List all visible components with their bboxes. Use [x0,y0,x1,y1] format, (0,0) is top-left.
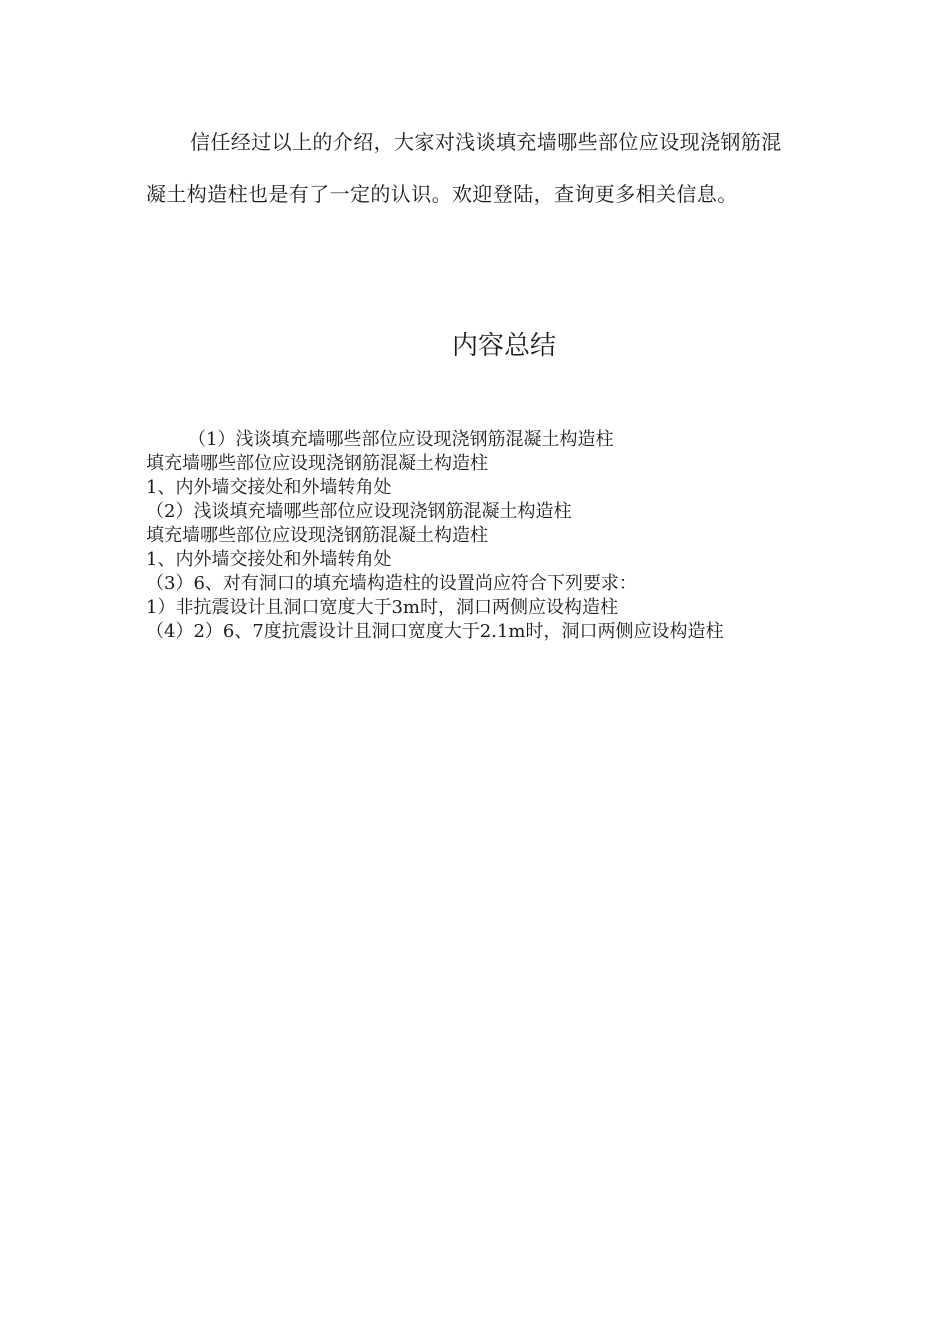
section-title: 内容总结 [451,331,556,361]
summary-line: 1、内外墙交接处和外墙转角处 [146,549,392,570]
summary-line: （2）浅谈填充墙哪些部位应设现浇钢筋混凝土构造柱 [146,501,572,522]
summary-line: 填充墙哪些部位应设现浇钢筋混凝土构造柱 [146,453,488,474]
summary-line: 1）非抗震设计且洞口宽度大于3m时，洞口两侧应设构造柱 [146,597,618,618]
summary-line: 填充墙哪些部位应设现浇钢筋混凝土构造柱 [146,525,488,546]
summary-line: （3）6、对有洞口的填充墙构造柱的设置尚应符合下列要求： [146,573,637,594]
summary-line: 1、内外墙交接处和外墙转角处 [146,477,392,498]
summary-line: （1）浅谈填充墙哪些部位应设现浇钢筋混凝土构造柱 [188,429,614,450]
summary-list [146,428,846,644]
intro-paragraph: 信任经过以上的介绍，大家对浅谈填充墙哪些部位应设现浇钢筋混凝土构造柱也是有了一定的认识。欢迎登陆，查询更多相关信息。 [146,130,782,206]
summary-line: （4）2）6、7度抗震设计且洞口宽度大于2.1m时，洞口两侧应设构造柱 [146,621,724,642]
